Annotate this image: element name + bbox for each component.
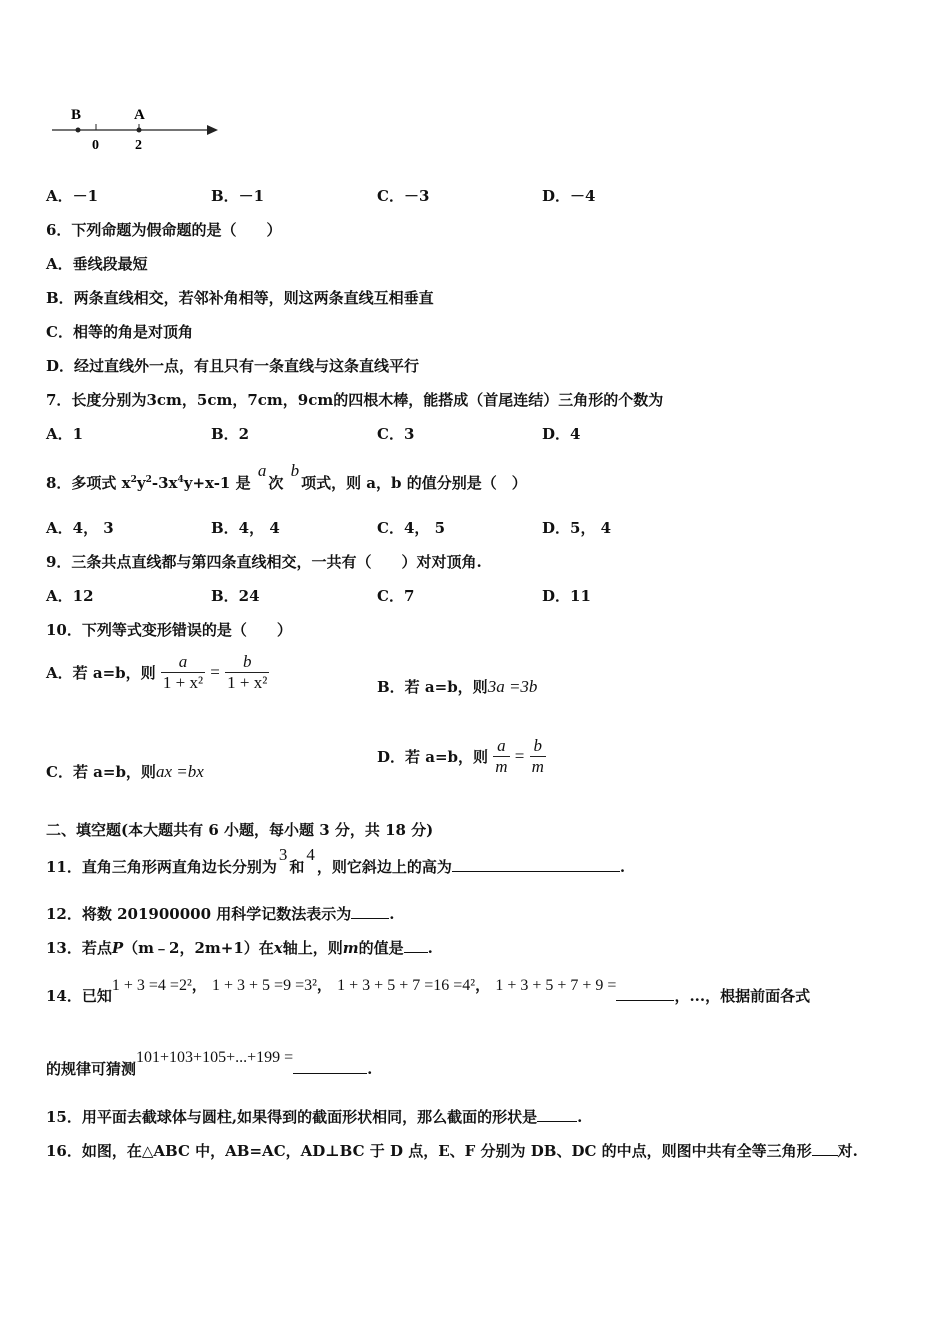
q6-option-c[interactable]: C．相等的角是对顶角 (46, 323, 193, 341)
q8-tail: y+x-1 是 (183, 474, 251, 492)
q14-eq3: 1 + 3 + 5 + 7 =16 =4² (337, 977, 476, 994)
q11-answer-blank[interactable] (452, 857, 620, 872)
q9-option-b[interactable]: B．24 (211, 587, 260, 605)
q11-prefix: 11．直角三角形两直角边长分别为 (46, 858, 277, 876)
q7-option-c[interactable]: C．3 (377, 425, 415, 443)
q10-d-den1: m (495, 757, 508, 776)
q10-option-a[interactable] (46, 652, 269, 693)
q10-b-expr: 3a =3b (487, 677, 538, 696)
q8-option-c[interactable]: C．4， 5 (377, 519, 446, 537)
q13-suffix: 的值是 (358, 939, 404, 957)
q7-option-d[interactable]: D．4 (542, 425, 581, 443)
q14-line1 (46, 974, 811, 1005)
q9-option-d[interactable]: D．11 (542, 587, 591, 605)
q10-d-frac2 (530, 736, 546, 777)
q15-text: 15．用平面去截球体与圆柱,如果得到的截面形状相同，那么截面的形状是 (46, 1108, 538, 1126)
q13-coord: （m﹣2，2m+1）在 (123, 939, 274, 957)
q9-option-c[interactable]: C．7 (377, 587, 415, 605)
label-two: 2 (135, 138, 142, 153)
number-line-arrow (207, 125, 218, 135)
q8-option-b[interactable]: B．4， 4 (211, 519, 280, 537)
point-a (137, 128, 142, 133)
q6-option-d[interactable]: D．经过直线外一点，有且只有一条直线与这条直线平行 (46, 357, 420, 375)
q14-prefix: 14．已知 (46, 987, 112, 1005)
section2-title: 二、填空题(本大题共有 6 小题，每小题 3 分，共 18 分) (46, 821, 434, 839)
q10-d-num1: a (497, 736, 506, 755)
q8-prefix: 8．多项式 x (46, 474, 131, 492)
q10-b-label: B．若 a=b，则 (377, 678, 488, 696)
q11-n2: 4 (306, 845, 315, 864)
q10-d-frac1 (493, 736, 509, 777)
label-zero: 0 (92, 138, 99, 153)
q10-option-d[interactable] (377, 736, 546, 777)
q8-exp1: 2 (130, 475, 137, 485)
q10-a-frac1 (161, 652, 205, 693)
q10-d-eq: = (514, 746, 525, 766)
q14-eq4: 1 + 3 + 5 + 7 + 9 = (495, 977, 617, 994)
q8-y: y (136, 474, 146, 492)
q10-option-c[interactable] (46, 762, 204, 782)
q10-a-eq: = (210, 662, 220, 682)
q12-line (46, 904, 395, 924)
q10-a-label: A．若 a=b，则 (46, 664, 156, 682)
q13-end: . (427, 939, 433, 957)
q16-text: 16．如图，在△ABC 中，AB=AC，AD⊥BC 于 D 点，E、F 分别为 DB、DC 的中点，则图中共有全等三角形 (46, 1142, 812, 1160)
q8-option-d[interactable]: D．5， 4 (542, 519, 612, 537)
q14-line2-prefix: 的规律可猜测 (46, 1060, 137, 1078)
q11-n1: 3 (278, 845, 288, 864)
q13-p: P (111, 939, 124, 957)
q9-stem: 9．三条共点直线都与第四条直线相交，一共有（ ）对对顶角. (46, 553, 482, 571)
q10-a-den2: 1 + x² (227, 673, 268, 692)
q10-c-expr: ax =bx (155, 762, 204, 781)
q8-option-a[interactable]: A．4， 3 (46, 519, 114, 537)
q11-and: 和 (289, 858, 305, 876)
q12-answer-blank[interactable] (351, 904, 389, 919)
point-b (76, 128, 81, 133)
q10-d-num2: b (533, 736, 542, 755)
q11-suffix: ，则它斜边上的高为 (316, 858, 452, 876)
q8-var-b: b (290, 461, 300, 480)
q5-option-c[interactable]: C．－3 (377, 187, 430, 205)
q10-a-den1: 1 + x² (162, 673, 204, 692)
q10-stem: 10．下列等式变形错误的是（ ） (46, 621, 292, 639)
q14-sep1: ， (191, 976, 207, 994)
q14-sep2: ， (316, 976, 332, 994)
q10-a-num1: a (178, 652, 188, 671)
q13-axis: 轴上，则 (282, 939, 343, 957)
q8-stem (46, 461, 527, 493)
q14-eq2: 1 + 3 + 5 =9 =3² (212, 977, 317, 994)
q13-prefix: 13．若点 (46, 939, 112, 957)
q6-option-b[interactable]: B．两条直线相交，若邻补角相等，则这两条直线互相垂直 (46, 289, 434, 307)
q14-end: . (367, 1060, 373, 1078)
q16-end: 对. (837, 1142, 858, 1160)
q8-var-a: a (257, 461, 267, 480)
q13-line (46, 938, 433, 958)
q7-stem: 7．长度分别为3cm，5cm，7cm，9cm的四根木棒，能搭成（首尾连结）三角形的个数为 (46, 391, 664, 409)
q10-d-den2: m (531, 757, 544, 776)
q14-answer-blank-1[interactable] (616, 986, 674, 1001)
q10-a-num2: b (242, 652, 252, 671)
q6-option-a[interactable]: A．垂线段最短 (46, 255, 148, 273)
q9-option-a[interactable]: A．12 (46, 587, 94, 605)
q16-line (46, 1141, 858, 1161)
q5-option-a[interactable]: A．－1 (46, 187, 99, 205)
q7-option-a[interactable]: A．1 (46, 425, 84, 443)
q5-option-b[interactable]: B．－1 (211, 187, 265, 205)
q14-sep3: ， (475, 976, 491, 994)
q14-eq1: 1 + 3 =4 =2² (111, 977, 192, 994)
q15-answer-blank[interactable] (537, 1107, 577, 1122)
q5-option-d[interactable]: D．－4 (542, 187, 596, 205)
q10-option-b[interactable] (377, 677, 537, 697)
label-a: A (134, 107, 145, 123)
q8-suffix: 项式，则 a，b 的值分别是（ ） (301, 474, 527, 492)
q8-exp2: 2 (145, 475, 152, 485)
q15-end: . (577, 1108, 583, 1126)
q7-option-b[interactable]: B．2 (211, 425, 250, 443)
q14-answer-blank-2[interactable] (293, 1059, 367, 1074)
q15-line (46, 1107, 582, 1127)
q8-mid: -3x (151, 474, 178, 492)
q10-a-frac2 (225, 652, 269, 693)
q14-eq5: 101+103+105+...+199 = (136, 1049, 294, 1066)
q8-ci: 次 (268, 474, 284, 492)
q11-end: . (619, 858, 626, 876)
label-b: B (71, 107, 82, 123)
q12-end: . (389, 905, 395, 923)
q14-after-blank: ，...，根据前面各式 (674, 987, 811, 1005)
q13-m: m (342, 939, 359, 957)
number-line-figure (50, 100, 230, 160)
q13-answer-blank[interactable] (404, 938, 428, 953)
q13-x: x (273, 939, 283, 957)
q14-line2 (46, 1046, 373, 1078)
q12-text: 12．将数 201900000 用科学记数法表示为 (46, 905, 352, 923)
q8-exp3: 4 (177, 475, 184, 485)
q10-d-label: D．若 a=b，则 (377, 748, 489, 766)
q10-c-label: C．若 a=b，则 (46, 763, 156, 781)
q6-stem: 6．下列命题为假命题的是（ ） (46, 221, 282, 239)
q11-line (46, 845, 626, 877)
q16-answer-blank[interactable] (812, 1141, 838, 1156)
